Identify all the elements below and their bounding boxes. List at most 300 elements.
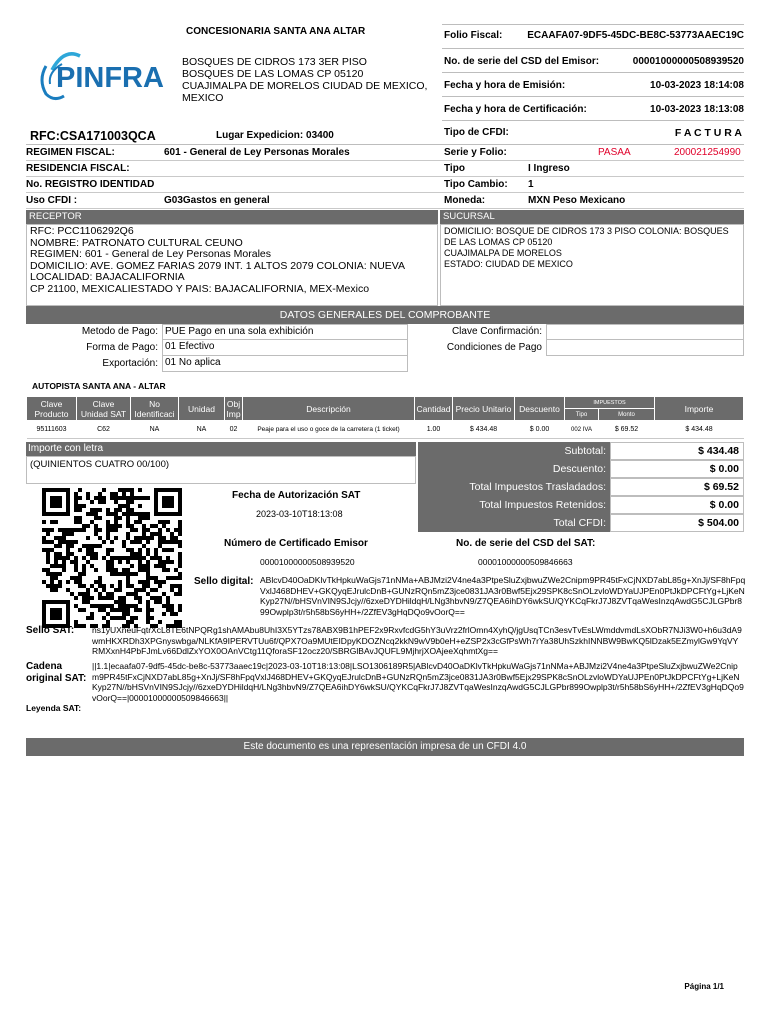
th-obj-imp: Obj Imp [226, 398, 241, 419]
qr-module [54, 576, 58, 580]
qr-module [118, 596, 122, 600]
qr-module [58, 544, 62, 548]
qr-module [126, 584, 130, 588]
qr-module [146, 592, 150, 596]
qr-module [94, 532, 98, 536]
qr-module [174, 576, 178, 580]
qr-module [138, 548, 142, 552]
qr-module [162, 488, 166, 492]
qr-module [154, 576, 158, 580]
items-section-title: AUTOPISTA SANTA ANA - ALTAR [32, 381, 166, 391]
qr-module [106, 596, 110, 600]
qr-module [118, 604, 122, 608]
qr-module [130, 548, 134, 552]
qr-module [138, 588, 142, 592]
qr-module [78, 520, 82, 524]
qr-module [54, 600, 58, 604]
qr-module [66, 552, 70, 556]
total-trasladados [418, 478, 744, 496]
cell-impuesto-monto: $ 69.52 [599, 421, 655, 439]
qr-module [178, 488, 182, 492]
qr-module [126, 576, 130, 580]
qr-module [42, 536, 46, 540]
qr-module [58, 612, 62, 616]
fecha-certificacion-value: 10-03-2023 18:13:08 [650, 104, 744, 115]
leyenda-sat-label: Leyenda SAT: [26, 703, 82, 713]
qr-module [42, 512, 46, 516]
qr-module [78, 516, 82, 520]
qr-module [154, 596, 158, 600]
qr-module [166, 500, 170, 504]
lugar-expedicion: Lugar Expedicion: 03400 [216, 130, 334, 141]
qr-module [98, 608, 102, 612]
folio-value: 200021254990 [674, 147, 741, 158]
trasladados-label: Total Impuestos Trasladados: [418, 478, 610, 496]
qr-module [122, 600, 126, 604]
qr-module [162, 540, 166, 544]
qr-module [178, 576, 182, 580]
qr-module [50, 580, 54, 584]
qr-module [142, 536, 146, 540]
qr-module [58, 500, 62, 504]
qr-module [122, 488, 126, 492]
cell-precio: $ 434.48 [453, 421, 515, 439]
regimen-label: REGIMEN FISCAL: [26, 147, 115, 158]
qr-module [82, 504, 86, 508]
qr-module [178, 620, 182, 624]
qr-module [118, 584, 122, 588]
qr-module [46, 548, 50, 552]
retenidos-label: Total Impuestos Retenidos: [418, 496, 610, 514]
qr-module [178, 524, 182, 528]
qr-module [138, 560, 142, 564]
qr-module [134, 512, 138, 516]
folio-fiscal-label: Folio Fiscal: [444, 30, 503, 41]
qr-module [90, 508, 94, 512]
qr-module [46, 488, 50, 492]
qr-module [98, 528, 102, 532]
qr-module [130, 584, 134, 588]
qr-module [66, 556, 70, 560]
qr-module [138, 504, 142, 508]
descuento-label: Descuento: [418, 460, 610, 478]
qr-module [78, 508, 82, 512]
subtotal-label: Subtotal: [418, 442, 610, 460]
qr-module [162, 612, 166, 616]
qr-module [74, 496, 78, 500]
qr-module [86, 560, 90, 564]
csd-sat-value: 00001000000509846663 [478, 557, 573, 567]
qr-module [106, 520, 110, 524]
sucursal-box [440, 224, 744, 306]
qr-module [150, 596, 154, 600]
qr-code [42, 488, 182, 628]
cfdi-footer-note: Este documento es una representación impresa de un CFDI 4.0 [243, 741, 527, 752]
qr-module [62, 556, 66, 560]
qr-module [98, 508, 102, 512]
qr-module [78, 608, 82, 612]
qr-module [42, 612, 46, 616]
qr-module [78, 488, 82, 492]
qr-module [54, 608, 58, 612]
qr-module [62, 564, 66, 568]
qr-module [106, 564, 110, 568]
qr-module [58, 536, 62, 540]
qr-module [146, 496, 150, 500]
qr-module [122, 568, 126, 572]
qr-module [170, 512, 174, 516]
tipo-cambio-value: 1 [528, 179, 534, 190]
qr-module [54, 488, 58, 492]
qr-module [166, 604, 170, 608]
qr-module [158, 584, 162, 588]
qr-module [146, 600, 150, 604]
qr-module [66, 608, 70, 612]
qr-module [170, 588, 174, 592]
qr-module [62, 512, 66, 516]
sucursal-domicilio: DOMICILIO: BOSQUE DE CIDROS 173 3 PISO COLONIA: BOSQUES [444, 226, 729, 236]
qr-module [126, 620, 130, 624]
qr-module [102, 496, 106, 500]
qr-module [170, 604, 174, 608]
cell-descuento: $ 0.00 [515, 421, 565, 439]
qr-module [162, 580, 166, 584]
qr-module [122, 512, 126, 516]
qr-module [74, 520, 78, 524]
qr-module [42, 500, 46, 504]
qr-module [122, 492, 126, 496]
qr-module [114, 508, 118, 512]
qr-module [118, 600, 122, 604]
csd-emisor-value: 00001000000508939520 [632, 56, 744, 67]
pinfra-logo [34, 44, 176, 104]
qr-module [110, 492, 114, 496]
qr-module [118, 504, 122, 508]
qr-module [110, 512, 114, 516]
tipo-cambio-label: Tipo Cambio: [444, 179, 508, 190]
qr-module [46, 532, 50, 536]
qr-module [62, 536, 66, 540]
qr-module [118, 556, 122, 560]
receptor-title: RECEPTOR [29, 211, 82, 222]
qr-module [142, 556, 146, 560]
receptor-rfc: RFC: PCC1106292Q6 [30, 225, 134, 237]
qr-module [130, 492, 134, 496]
page-number: Página 1/1 [684, 982, 724, 991]
qr-module [170, 540, 174, 544]
qr-module [102, 588, 106, 592]
qr-module [66, 532, 70, 536]
metodo-value: PUE Pago en una sola exhibición [162, 324, 408, 340]
qr-module [154, 508, 158, 512]
qr-module [170, 548, 174, 552]
qr-module [174, 512, 178, 516]
qr-module [138, 496, 142, 500]
qr-module [42, 548, 46, 552]
qr-module [66, 548, 70, 552]
qr-module [138, 516, 142, 520]
qr-module [54, 556, 58, 560]
qr-module [126, 496, 130, 500]
qr-module [150, 536, 154, 540]
qr-module [86, 616, 90, 620]
qr-module [50, 576, 54, 580]
qr-module [142, 496, 146, 500]
retenidos-value: $ 0.00 [610, 496, 744, 514]
qr-module [42, 604, 46, 608]
qr-module [110, 496, 114, 500]
qr-module [94, 496, 98, 500]
qr-module [106, 592, 110, 596]
qr-module [54, 584, 58, 588]
qr-module [166, 520, 170, 524]
sucursal-header [440, 210, 744, 224]
qr-module [158, 620, 162, 624]
qr-module [118, 560, 122, 564]
qr-module [102, 608, 106, 612]
receptor-localidad: LOCALIDAD: BAJACALIFORNIA [30, 271, 185, 284]
importe-letra-header [26, 442, 416, 456]
qr-module [166, 528, 170, 532]
qr-module [94, 524, 98, 528]
qr-module [158, 540, 162, 544]
qr-module [126, 580, 130, 584]
qr-module [170, 536, 174, 540]
qr-module [146, 568, 150, 572]
qr-module [138, 488, 142, 492]
qr-module [142, 532, 146, 536]
receptor-regimen: REGIMEN: 601 - General de Ley Personas Morales [30, 248, 272, 261]
total-cfdi-label: Total CFDI: [418, 514, 610, 532]
fecha-autorizacion-value: 2023-03-10T18:13:08 [256, 509, 343, 519]
qr-module [178, 544, 182, 548]
qr-module [178, 592, 182, 596]
qr-module [150, 532, 154, 536]
qr-module [166, 488, 170, 492]
qr-module [90, 556, 94, 560]
qr-module [74, 560, 78, 564]
qr-module [114, 568, 118, 572]
qr-module [154, 600, 158, 604]
qr-module [70, 560, 74, 564]
qr-module [106, 532, 110, 536]
qr-module [90, 512, 94, 516]
qr-module [142, 528, 146, 532]
qr-module [162, 500, 166, 504]
exportacion-label: Exportación: [102, 358, 158, 369]
qr-module [42, 540, 46, 544]
qr-module [122, 556, 126, 560]
qr-module [50, 528, 54, 532]
qr-module [94, 516, 98, 520]
qr-module [62, 528, 66, 532]
issuer-address-line: CUAJIMALPA DE MORELOS CIUDAD DE MEXICO, [182, 80, 428, 92]
qr-module [162, 496, 166, 500]
qr-module [78, 576, 82, 580]
qr-module [66, 540, 70, 544]
receptor-box [26, 224, 438, 306]
qr-module [142, 564, 146, 568]
cell-clave-unidad: C62 [77, 421, 131, 439]
qr-module [58, 580, 62, 584]
qr-module [178, 528, 182, 532]
qr-module [50, 548, 54, 552]
qr-module [70, 552, 74, 556]
qr-module [110, 608, 114, 612]
issuer-name: CONCESIONARIA SANTA ANA ALTAR [186, 26, 366, 37]
qr-module [126, 556, 130, 560]
cadena-original-value: ||1.1|ecaafa07-9df5-45dc-be8c-53773aaec19c|2023-03-10T18:13:08|LSO1306189R5|ABlcvD40OaDKlvTkHpkuWaGjs71nNMa+ABJMzi2V4ne4a3PtpeSluZxjbwuZWe2Cnipm9PR45tFxCjNXD7abL85g+XnJj/SF8hFpqVxlJ468DHEV+GKQyqEJrulcDnB+GUNzRQn5mZ3jce0831JA3r0Bwf5Ejx29SPK8cSnOLzvloWDYaUJPEn0PtJkDPCFtYg+LjKeNKyp27N//bHSVnVIN9SJcjy//6zxeDYDHildqH/LNg3hbvN9/Z7QEA6ihDY6wkSU/QYKCqFkrJ7J8ZVTqaWesInzqAwdG5CJLGPbr899Owplp3t/r5h58bS6yHH+/2ZfEV3gHqDQo9vOorQ==|00001000000509846663|| [92, 661, 744, 703]
qr-module [58, 488, 62, 492]
importe-letra-box [26, 456, 416, 484]
qr-module [126, 488, 130, 492]
qr-module [50, 540, 54, 544]
qr-module [78, 580, 82, 584]
qr-module [74, 492, 78, 496]
qr-module [74, 516, 78, 520]
importe-letra-label: Importe con letra [28, 443, 104, 454]
qr-module [46, 552, 50, 556]
qr-module [62, 560, 66, 564]
folio-fiscal-value: ECAAFA07-9DF5-45DC-BE8C-53773AAEC19C [527, 30, 744, 41]
qr-module [110, 584, 114, 588]
qr-module [42, 508, 46, 512]
qr-module [50, 500, 54, 504]
qr-module [90, 616, 94, 620]
qr-code-graphic [42, 488, 182, 628]
issuer-address-line: MEXICO [182, 92, 224, 104]
qr-module [110, 540, 114, 544]
total-retenidos [418, 496, 744, 514]
qr-module [158, 560, 162, 564]
qr-module [102, 584, 106, 588]
qr-module [130, 592, 134, 596]
qr-module [94, 568, 98, 572]
qr-module [46, 512, 50, 516]
qr-module [178, 560, 182, 564]
qr-module [158, 600, 162, 604]
qr-module [114, 536, 118, 540]
csd-sat-label: No. de serie del CSD del SAT: [456, 538, 596, 549]
subtotal-value: $ 434.48 [610, 442, 744, 460]
qr-module [66, 500, 70, 504]
issuer-address-line: BOSQUES DE LAS LOMAS CP 05120 [182, 68, 364, 80]
qr-module [86, 544, 90, 548]
clave-confirmacion-value [546, 324, 744, 340]
qr-module [122, 608, 126, 612]
qr-module [94, 508, 98, 512]
qr-module [102, 500, 106, 504]
qr-module [46, 572, 50, 576]
cell-impuesto-tipo: 002 IVA [565, 421, 599, 439]
qr-module [86, 548, 90, 552]
qr-module [54, 536, 58, 540]
qr-module [114, 520, 118, 524]
trasladados-value: $ 69.52 [610, 478, 744, 496]
qr-module [102, 616, 106, 620]
qr-module [74, 556, 78, 560]
qr-module [138, 564, 142, 568]
cell-no-identificacion: NA [131, 421, 179, 439]
qr-module [150, 576, 154, 580]
qr-module [146, 604, 150, 608]
qr-module [98, 580, 102, 584]
forma-pago-label: Forma de Pago: [86, 342, 158, 353]
tipo-cfdi-value: F A C T U R A [674, 127, 742, 139]
qr-module [150, 616, 154, 620]
qr-module [74, 596, 78, 600]
qr-module [118, 588, 122, 592]
qr-module [178, 588, 182, 592]
qr-module [174, 612, 178, 616]
qr-module [118, 616, 122, 620]
qr-module [174, 536, 178, 540]
qr-module [106, 508, 110, 512]
sucursal-title: SUCURSAL [443, 211, 495, 222]
sello-digital-value: ABlcvD40OaDKlvTkHpkuWaGjs71nNMa+ABJMzi2V4ne4a3PtpeSluZxjbwuZWe2Cnipm9PR45tFxCjNXD7abL85g+XnJj/SF8hFpqVxlJ468DHEV+GKQyqEJrulcDnB+GUNzRQn5mZ3jce0831JA3r0Bwf5Ejx29SPK8cSnOLzvloWDYaUJPEn0PtJkDPCFtYg+LjKeNKyp27N//bHSVnVIN9SJcjy//6zxeDYDHildqH/LNg3hbvN9/Z7QEA6ihDY6wkSU/QYKCqFkrJ7J8ZVTqaWesInzqAwdG5CJLGPbr899Owplp3t/r5h58bS6yHH+/2ZfEV3gHqDQo9vOorQ== [260, 575, 746, 617]
qr-module [66, 620, 70, 624]
qr-module [126, 612, 130, 616]
sucursal-estado: ESTADO: CIUDAD DE MEXICO [444, 259, 573, 269]
qr-module [146, 584, 150, 588]
qr-module [54, 544, 58, 548]
cell-importe: $ 434.48 [655, 421, 744, 439]
qr-module [106, 536, 110, 540]
qr-module [170, 576, 174, 580]
th-impuestos: IMPUESTOS [565, 397, 655, 409]
qr-module [166, 560, 170, 564]
qr-module [138, 552, 142, 556]
qr-module [58, 564, 62, 568]
qr-module [98, 516, 102, 520]
qr-module [174, 528, 178, 532]
qr-module [82, 624, 86, 628]
qr-module [146, 552, 150, 556]
exportacion-value: 01 No aplica [162, 356, 408, 372]
qr-module [82, 596, 86, 600]
qr-module [42, 496, 46, 500]
th-descripcion: Descripción [243, 397, 415, 421]
qr-module [166, 600, 170, 604]
qr-module [134, 536, 138, 540]
qr-module [170, 560, 174, 564]
residencia-label: RESIDENCIA FISCAL: [26, 163, 130, 174]
qr-module [114, 500, 118, 504]
qr-module [58, 600, 62, 604]
qr-module [162, 524, 166, 528]
qr-module [118, 488, 122, 492]
th-unidad: Unidad [179, 397, 225, 421]
row-regimen [26, 145, 744, 161]
qr-module [174, 584, 178, 588]
qr-module [78, 528, 82, 532]
qr-module [114, 528, 118, 532]
qr-module [142, 584, 146, 588]
qr-module [74, 528, 78, 532]
qr-module [154, 496, 158, 500]
qr-module [62, 488, 66, 492]
qr-module [130, 616, 134, 620]
qr-module [94, 604, 98, 608]
qr-module [146, 616, 150, 620]
qr-module [138, 596, 142, 600]
qr-module [74, 504, 78, 508]
qr-module [114, 556, 118, 560]
qr-module [54, 560, 58, 564]
importe-letra-value: (QUINIENTOS CUATRO 00/100) [30, 459, 170, 470]
qr-module [74, 500, 78, 504]
qr-module [58, 504, 62, 508]
